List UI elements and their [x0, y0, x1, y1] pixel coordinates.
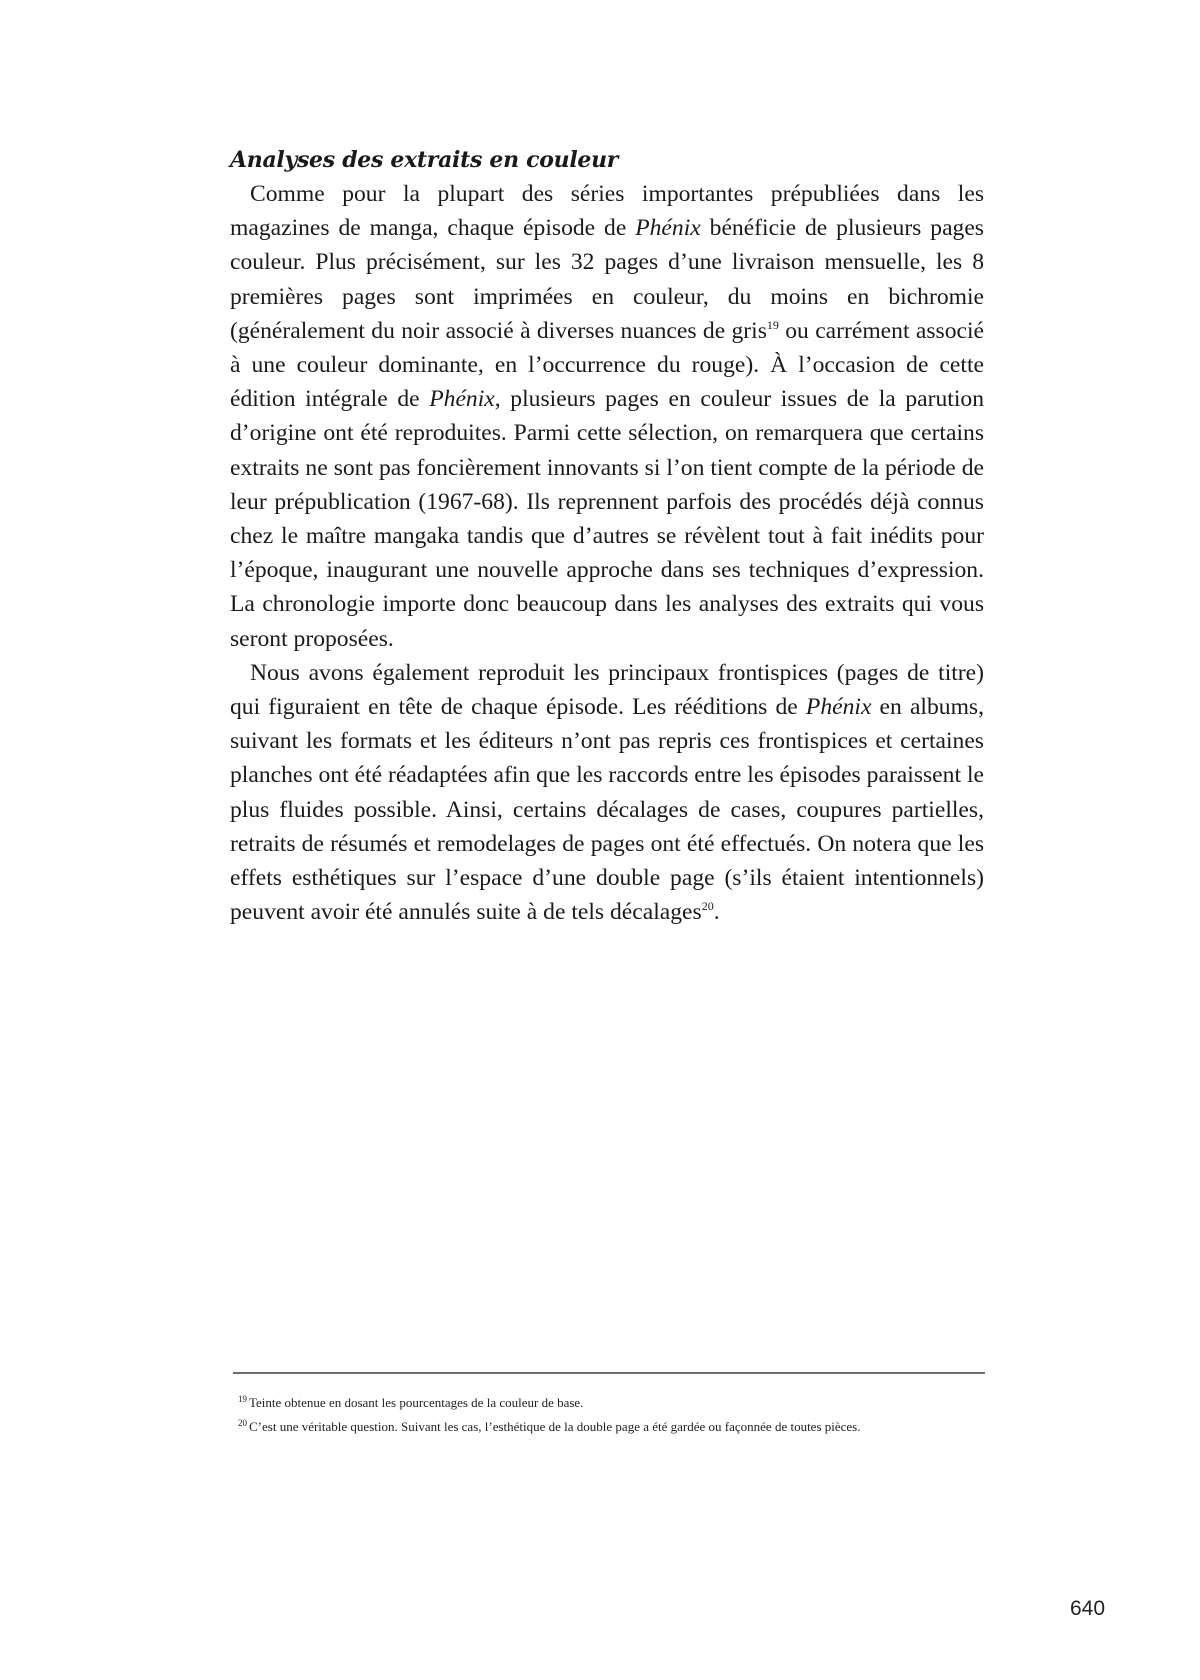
text-run: Nous avons également reproduit les principaux frontispices (pages de titre) qui figuraient en tête de chaque épisode. Les rééditions de	[230, 659, 984, 721]
footnote	[238, 1415, 998, 1439]
footnote-reference: 20	[701, 899, 714, 914]
text-run: .	[713, 899, 720, 926]
footnote-number: 20	[238, 1417, 247, 1428]
footnote-number: 19	[238, 1393, 247, 1404]
paragraph	[230, 177, 984, 656]
text-run: , plusieurs pages en couleur issues de la parution d’origine ont été reproduites. Parmi cette sélection, on remarquera que certains extraits ne sont pas foncièrement innovants si l’on tient compte de la période de leur prépublication (1967-68). Ils reprennent parfois des procédés déjà connus chez le maître mangaka tandis que d’autres se révèlent tout à fait inédits pour l’époque, inaugurant une nouvelle approche dans ses techniques d’expression. La chronologie importe donc beaucoup dans les analyses des extraits qui vous seront proposées.	[230, 386, 984, 652]
paragraph	[230, 656, 984, 930]
italic-title: Phénix	[805, 694, 872, 721]
text-run: bénéficie de plusieurs pages couleur. Plus précisément, sur les 32 pages d’une livraison mensuelle, les 8 premières pages sont imprimées en couleur, du moins en bichromie (généralement du noir associé à diverses nuances de gris	[230, 215, 984, 344]
footnote-reference: 19	[766, 317, 779, 332]
text-run: ou carrément associé à une couleur dominante, en l’occurrence du rouge). À l’occasion de cette édition intégrale de	[230, 317, 984, 413]
footnotes	[238, 1391, 998, 1439]
footnote	[238, 1391, 998, 1415]
section-heading: Analyses des extraits en couleur	[230, 147, 619, 173]
footnote-text: C’est une véritable question. Suivant les cas, l’esthétique de la double page a été gardée ou façonnée de toutes pièces.	[249, 1419, 861, 1434]
main-text-block	[230, 143, 984, 929]
page-number: 640	[1070, 1597, 1106, 1620]
footnote-divider	[233, 1372, 985, 1374]
text-run: Comme pour la plupart des séries importantes prépubliées dans les magazines de manga, chaque épisode de	[230, 181, 984, 242]
text-run: en albums, suivant les formats et les éditeurs n’ont pas repris ces frontispices et certaines planches ont été réadaptées afin que les raccords entre les épisodes paraissent le plus fluides possible. Ainsi, certains décalages de cases, coupures partielles, retraits de résumés et remodelages de pages ont été effectués. On notera que les effets esthétiques sur l’espace d’une double page (s’ils étaient intentionnels) peuvent avoir été annulés suite à de tels décalages	[230, 694, 985, 926]
footnote-text: Teinte obtenue en dosant les pourcentages de la couleur de base.	[249, 1395, 584, 1410]
italic-title: Phénix	[429, 386, 495, 413]
italic-title: Phénix	[635, 215, 701, 242]
